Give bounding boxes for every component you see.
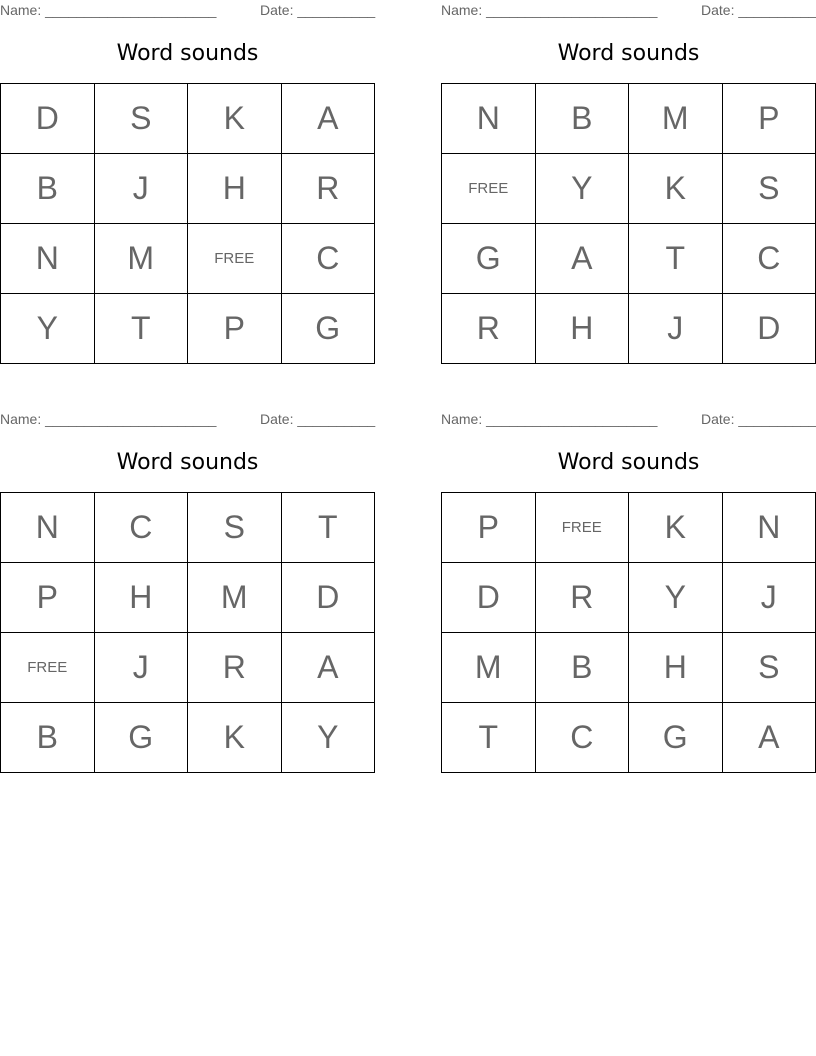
grid-cell: G — [281, 294, 375, 364]
name-field-label: Name: ______________________ — [0, 2, 217, 18]
grid-cell: T — [94, 294, 188, 364]
grid-row — [442, 224, 816, 294]
grid-cell: D — [281, 563, 375, 633]
bingo-card — [441, 409, 816, 782]
card-header — [441, 411, 816, 427]
grid-cell: K — [188, 703, 282, 773]
name-field-label: Name: ______________________ — [441, 2, 658, 18]
grid-cell: N — [442, 84, 536, 154]
grid-cell: Y — [535, 154, 629, 224]
grid-cell: K — [188, 84, 282, 154]
grid-cell: T — [629, 224, 723, 294]
grid-cell: K — [629, 493, 723, 563]
grid-row — [1, 493, 375, 563]
grid-cell: J — [94, 154, 188, 224]
grid-cell: H — [629, 633, 723, 703]
bingo-card — [0, 409, 375, 782]
grid-cell: N — [1, 224, 95, 294]
grid-cell: R — [188, 633, 282, 703]
grid-cell: B — [1, 154, 95, 224]
free-space: FREE — [535, 493, 629, 563]
date-field-label: Date: __________ — [260, 411, 376, 427]
grid-cell: Y — [281, 703, 375, 773]
grid-row — [1, 84, 375, 154]
grid-cell: G — [442, 224, 536, 294]
grid-cell: N — [1, 493, 95, 563]
grid-cell: C — [281, 224, 375, 294]
grid-cell: A — [281, 84, 375, 154]
grid-row — [442, 633, 816, 703]
grid-cell: H — [94, 563, 188, 633]
grid-cell: C — [94, 493, 188, 563]
grid-cell: M — [442, 633, 536, 703]
grid-cell: A — [281, 633, 375, 703]
bingo-grid — [0, 83, 375, 364]
grid-row — [1, 224, 375, 294]
free-space: FREE — [188, 224, 282, 294]
grid-cell: N — [722, 493, 816, 563]
date-field-label: Date: __________ — [701, 411, 816, 427]
grid-cell: Y — [1, 294, 95, 364]
card-header — [0, 411, 375, 427]
grid-cell: B — [535, 633, 629, 703]
grid-row — [442, 84, 816, 154]
grid-cell: A — [722, 703, 816, 773]
grid-cell: B — [535, 84, 629, 154]
grid-cell: H — [188, 154, 282, 224]
grid-cell: M — [629, 84, 723, 154]
grid-cell: G — [94, 703, 188, 773]
free-space: FREE — [1, 633, 95, 703]
grid-row — [1, 703, 375, 773]
bingo-card — [441, 0, 816, 373]
grid-cell: S — [722, 633, 816, 703]
grid-cell: G — [629, 703, 723, 773]
grid-cell: S — [94, 84, 188, 154]
grid-cell: K — [629, 154, 723, 224]
card-header — [441, 2, 816, 18]
grid-row — [442, 703, 816, 773]
bingo-grid — [441, 492, 816, 773]
grid-cell: P — [1, 563, 95, 633]
grid-cell: J — [722, 563, 816, 633]
card-title: Word sounds — [557, 41, 700, 66]
grid-cell: P — [188, 294, 282, 364]
grid-cell: H — [535, 294, 629, 364]
date-field-label: Date: __________ — [701, 2, 816, 18]
name-field-label: Name: ______________________ — [0, 411, 217, 427]
grid-cell: S — [188, 493, 282, 563]
date-field-label: Date: __________ — [260, 2, 376, 18]
grid-row — [442, 493, 816, 563]
grid-cell: J — [94, 633, 188, 703]
grid-cell: P — [442, 493, 536, 563]
bingo-grid — [441, 83, 816, 364]
grid-row — [1, 294, 375, 364]
bingo-grid — [0, 492, 375, 773]
card-title: Word sounds — [116, 450, 259, 475]
grid-cell: J — [629, 294, 723, 364]
grid-cell: R — [535, 563, 629, 633]
grid-cell: D — [442, 563, 536, 633]
grid-cell: R — [442, 294, 536, 364]
grid-cell: C — [722, 224, 816, 294]
grid-cell: M — [94, 224, 188, 294]
grid-row — [1, 563, 375, 633]
free-space: FREE — [442, 154, 536, 224]
grid-row — [442, 294, 816, 364]
grid-cell: T — [281, 493, 375, 563]
grid-cell: D — [722, 294, 816, 364]
grid-cell: B — [1, 703, 95, 773]
grid-cell: P — [722, 84, 816, 154]
name-field-label: Name: ______________________ — [441, 411, 658, 427]
grid-cell: R — [281, 154, 375, 224]
grid-cell: T — [442, 703, 536, 773]
bingo-card — [0, 0, 375, 373]
grid-cell: A — [535, 224, 629, 294]
grid-cell: Y — [629, 563, 723, 633]
grid-row — [442, 154, 816, 224]
grid-cell: C — [535, 703, 629, 773]
card-title: Word sounds — [557, 450, 700, 475]
grid-cell: S — [722, 154, 816, 224]
grid-row — [1, 633, 375, 703]
grid-cell: D — [1, 84, 95, 154]
card-header — [0, 2, 375, 18]
grid-row — [1, 154, 375, 224]
grid-cell: M — [188, 563, 282, 633]
grid-row — [442, 563, 816, 633]
card-title: Word sounds — [116, 41, 259, 66]
